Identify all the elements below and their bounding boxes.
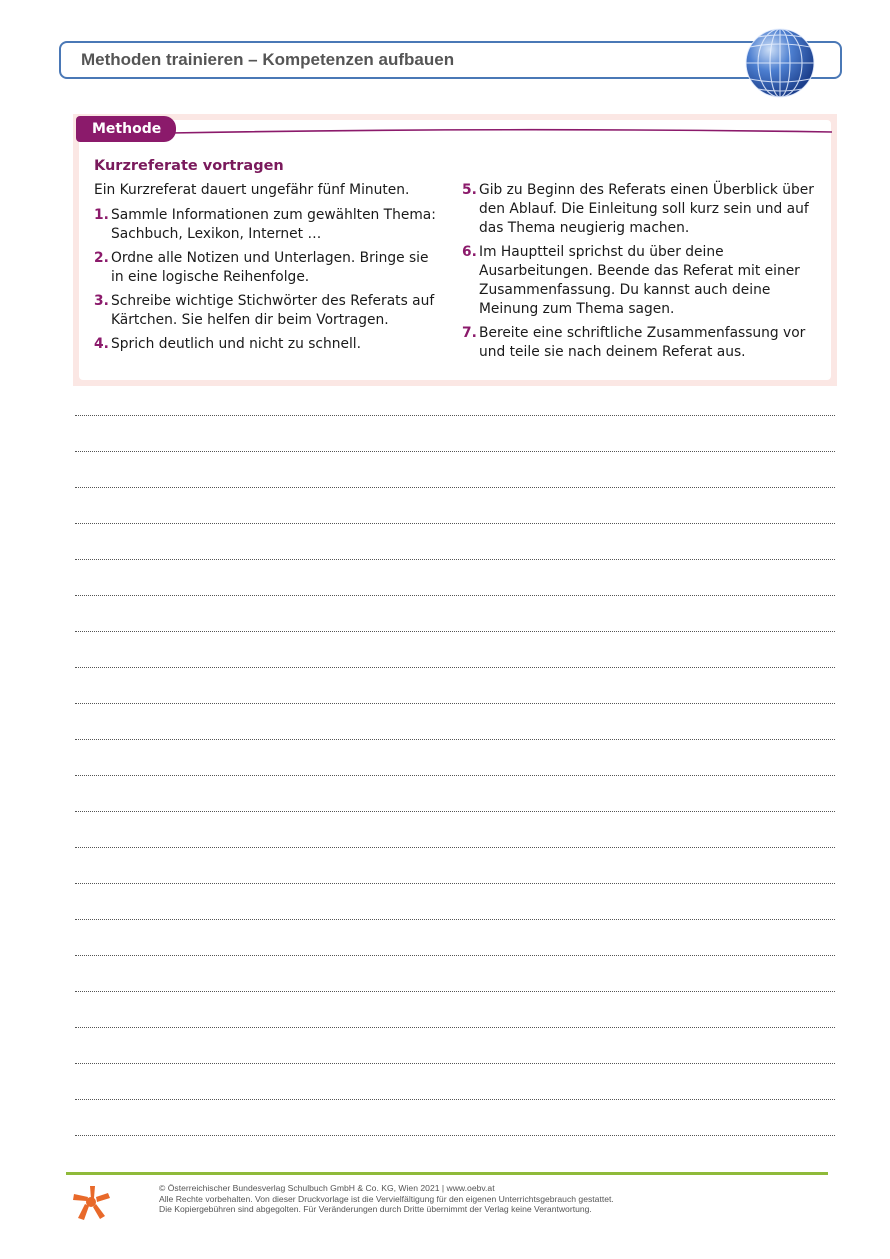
writing-line xyxy=(75,775,835,778)
list-item xyxy=(462,181,817,238)
method-intro: Ein Kurzreferat dauert ungefähr fünf Minuten. xyxy=(94,182,410,198)
writing-line xyxy=(75,811,835,814)
writing-line xyxy=(75,595,835,598)
footer-line-3: Die Kopiergebühren sind abgegolten. Für Veränderungen durch Dritte übernimmt der Verlag keine Verantwortung. xyxy=(159,1204,592,1215)
writing-line xyxy=(75,415,835,418)
item-number: 5. xyxy=(462,182,477,198)
list-item xyxy=(462,324,817,362)
writing-line xyxy=(75,451,835,454)
method-column-right xyxy=(462,181,817,367)
writing-line xyxy=(75,559,835,562)
item-number: 4. xyxy=(94,336,109,352)
writing-line xyxy=(75,739,835,742)
page-title: Methoden trainieren – Kompetenzen aufbauen xyxy=(81,50,455,69)
writing-line xyxy=(75,667,835,670)
method-heading: Kurzreferate vortragen xyxy=(94,158,284,174)
footer-line-2: Alle Rechte vorbehalten. Von dieser Druckvorlage ist die Vervielfältigung für den eigenen Unterrichtsgebrauch gestattet. xyxy=(159,1193,614,1204)
method-tab: Methode xyxy=(76,116,176,142)
globe-icon xyxy=(744,27,816,99)
item-text: Im Hauptteil sprichst du über deine Ausarbeitungen. Beende das Referat mit einer Zusammenfassung. Du kannst auch deine Meinung zum Thema sagen. xyxy=(479,244,800,317)
item-text: Sammle Informationen zum gewählten Thema: Sachbuch, Lexikon, Internet … xyxy=(111,207,436,242)
item-number: 1. xyxy=(94,207,109,223)
writing-line xyxy=(75,1135,835,1138)
writing-line xyxy=(75,955,835,958)
method-column-left xyxy=(94,181,439,359)
writing-line xyxy=(75,919,835,922)
writing-line xyxy=(75,1063,835,1066)
writing-line xyxy=(75,487,835,490)
writing-line xyxy=(75,991,835,994)
writing-line xyxy=(75,1099,835,1102)
footer-copyright xyxy=(159,1183,799,1215)
method-divider-line xyxy=(170,126,832,138)
writing-line xyxy=(75,847,835,850)
item-number: 7. xyxy=(462,325,477,341)
item-text: Schreibe wichtige Stichwörter des Referats auf Kärtchen. Sie helfen dir beim Vortragen. xyxy=(111,293,435,328)
footer-line-1: © Österreichischer Bundesverlag Schulbuch GmbH & Co. KG, Wien 2021 | www.oebv.at xyxy=(159,1183,495,1193)
item-text: Ordne alle Notizen und Unterlagen. Bringe sie in eine logische Reihenfolge. xyxy=(111,250,429,285)
item-text: Bereite eine schriftliche Zusammenfassung vor und teile sie nach deinem Referat aus. xyxy=(479,325,806,360)
list-item xyxy=(94,335,439,354)
writing-line xyxy=(75,883,835,886)
writing-line xyxy=(75,523,835,526)
list-item xyxy=(94,249,439,287)
writing-line xyxy=(75,1027,835,1030)
writing-line xyxy=(75,703,835,706)
list-item xyxy=(462,243,817,319)
header-bar xyxy=(59,41,842,79)
footer-divider xyxy=(66,1172,828,1175)
writing-line xyxy=(75,631,835,634)
list-item xyxy=(94,292,439,330)
item-number: 6. xyxy=(462,244,477,260)
item-text: Gib zu Beginn des Referats einen Überblick über den Ablauf. Die Einleitung soll kurz sein und auf das Thema neugierig machen. xyxy=(479,182,814,236)
item-number: 2. xyxy=(94,250,109,266)
item-number: 3. xyxy=(94,293,109,309)
list-item xyxy=(94,206,439,244)
publisher-logo xyxy=(70,1183,112,1223)
item-text: Sprich deutlich und nicht zu schnell. xyxy=(111,336,362,352)
